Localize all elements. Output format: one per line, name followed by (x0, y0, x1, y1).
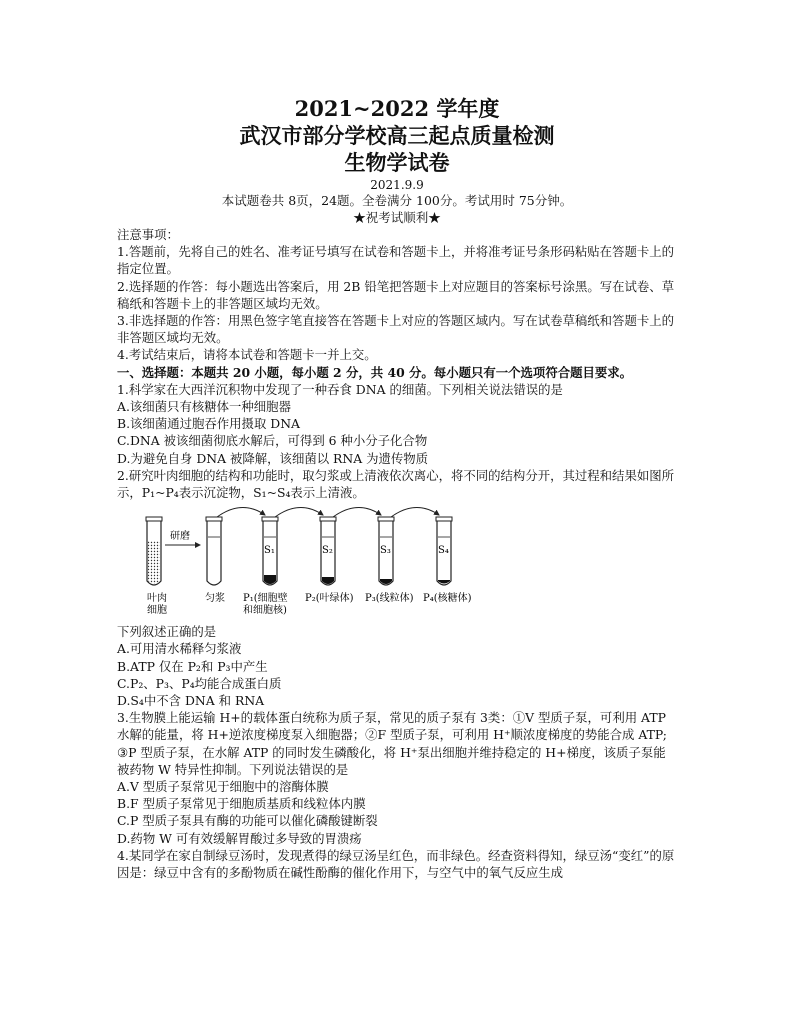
question-4-stem: 4.某同学在家自制绿豆汤时，发现煮得的绿豆汤呈红色，而非绿色。经查资料得知，绿豆汤“变红”的原因是：绿豆中含有的多酚物质在碱性酚酶的催化作用下，与空气中的氧气反应生成 (117, 847, 675, 881)
tube-label: P₄(核糖体) (423, 593, 472, 605)
tube-label: 叶肉 (147, 593, 167, 605)
subject-title: 生物学试卷 (344, 150, 450, 175)
tube-homogenate (206, 517, 222, 585)
tube-leaf-cells (146, 517, 162, 585)
exam-year: 2021~2022 学年度 (294, 96, 500, 121)
transfer-arrow (333, 508, 381, 518)
note-item: 1.答题前，先将自己的姓名、准考证号填写在试卷和答题卡上，并将准考证号条形码粘贴在答题卡上的指定位置。 (117, 244, 675, 277)
good-luck-line: ★祝考试顺利★ (353, 210, 441, 225)
q2-option-c: C.P₂、P₃、P₄均能合成蛋白质 (117, 675, 282, 691)
grinding-arrow (165, 529, 200, 545)
tube-label: P₁(细胞壁 (243, 593, 288, 605)
q2-option-a: A.可用清水稀释匀浆液 (117, 641, 242, 657)
q3-option-c: C.P 型质子泵具有酶的功能可以催化磷酸键断裂 (117, 813, 378, 829)
exam-date: 2021.9.9 (370, 178, 424, 192)
title-block (117, 96, 677, 226)
transfer-arrow (217, 508, 265, 518)
section-heading: 一、选择题：本题共 20 小题，每小题 2 分，共 40 分。每小题只有一个选项符合题目要求。 (117, 364, 633, 380)
q1-option-c: C.DNA 被该细菌彻底水解后，可得到 6 种小分子化合物 (117, 433, 428, 449)
tube-label: P₂(叶绿体) (305, 593, 354, 605)
s1-label: S₁ (264, 545, 275, 557)
q1-option-b: B.该细菌通过胞吞作用摄取 DNA (117, 416, 301, 432)
centrifugation-diagram (117, 505, 517, 621)
q2-option-b: B.ATP 仅在 P₂和 P₃中产生 (117, 658, 268, 674)
exam-page (117, 96, 677, 881)
tube-label: 细胞 (147, 605, 167, 617)
q3-option-a: A.V 型质子泵常见于细胞中的溶酶体膜 (117, 779, 329, 795)
question-2-prompt: 下列叙述正确的是 (117, 624, 217, 640)
exam-info: 本试题卷共 8页，24题。全卷满分 100分。考试用时 75分钟。 (221, 193, 573, 208)
centrifugation-figure (117, 505, 517, 621)
tube-s3 (378, 517, 394, 585)
tube-s1 (262, 517, 278, 585)
s4-label: S₄ (438, 545, 449, 557)
tube-label: 和细胞核) (243, 605, 287, 617)
q2-option-d: D.S₄中不含 DNA 和 RNA (117, 693, 265, 709)
note-item: 2.选择题的作答：每小题选出答案后，用 2B 铅笔把答题卡上对应题目的答案标号涂黑。写在试卷、草稿纸和答题卡上的非答题区域均无效。 (117, 278, 675, 311)
question-2-stem: 2.研究叶肉细胞的结构和功能时，取匀浆或上清液依次离心，将不同的结构分开，其过程和结果如图所示，P₁~P₄表示沉淀物，S₁~S₄表示上清液。 (117, 467, 675, 501)
tube-s2 (320, 517, 336, 585)
note-item: 4.考试结束后，请将本试卷和答题卡一并上交。 (117, 347, 377, 363)
transfer-arrow (275, 508, 323, 518)
question-1-stem: 1.科学家在大西洋沉积物中发现了一种吞食 DNA 的细菌。下列相关说法错误的是 (117, 381, 563, 397)
q1-option-a: A.该细菌只有核糖体一种细胞器 (117, 399, 291, 415)
transfer-arrow (391, 508, 439, 518)
q3-option-b: B.F 型质子泵常见于细胞质基质和线粒体内膜 (117, 796, 366, 812)
note-item: 3.非选择题的作答：用黑色签字笔直接答在答题卡上对应的答题区域内。写在试卷草稿纸和答题卡上的非答题区域均无效。 (117, 313, 675, 346)
tube-label: 匀浆 (205, 593, 225, 605)
tube-s4 (436, 517, 452, 585)
question-3-stem: 3.生物膜上能运输 H+的载体蛋白统称为质子泵，常见的质子泵有 3类：①V 型质子泵，可利用 ATP 水解的能量，将 H+逆浓度梯度泵入细胞器；②F 型质子泵，可利用 H⁺顺浓度梯度的势能合成 ATP;③P 型质子泵，在水解 ATP 的同时发生磷酸化，将 H⁺泵出细胞并维持稳定的 H+梯度，该质子泵能被药物 W 特异性抑制。下列说法错误的是 (117, 710, 667, 777)
grinding-label: 研磨 (170, 531, 190, 543)
q3-option-d: D.药物 W 可有效缓解胃酸过多导致的胃溃疡 (117, 830, 362, 846)
notes-heading: 注意事项： (117, 227, 179, 242)
s3-label: S₃ (380, 545, 391, 557)
tube-label: P₃(线粒体) (365, 593, 414, 605)
q1-option-d: D.为避免自身 DNA 被降解，该细菌以 RNA 为遗传物质 (117, 450, 429, 466)
exam-name: 武汉市部分学校高三起点质量检测 (239, 123, 555, 148)
s2-label: S₂ (322, 545, 333, 557)
